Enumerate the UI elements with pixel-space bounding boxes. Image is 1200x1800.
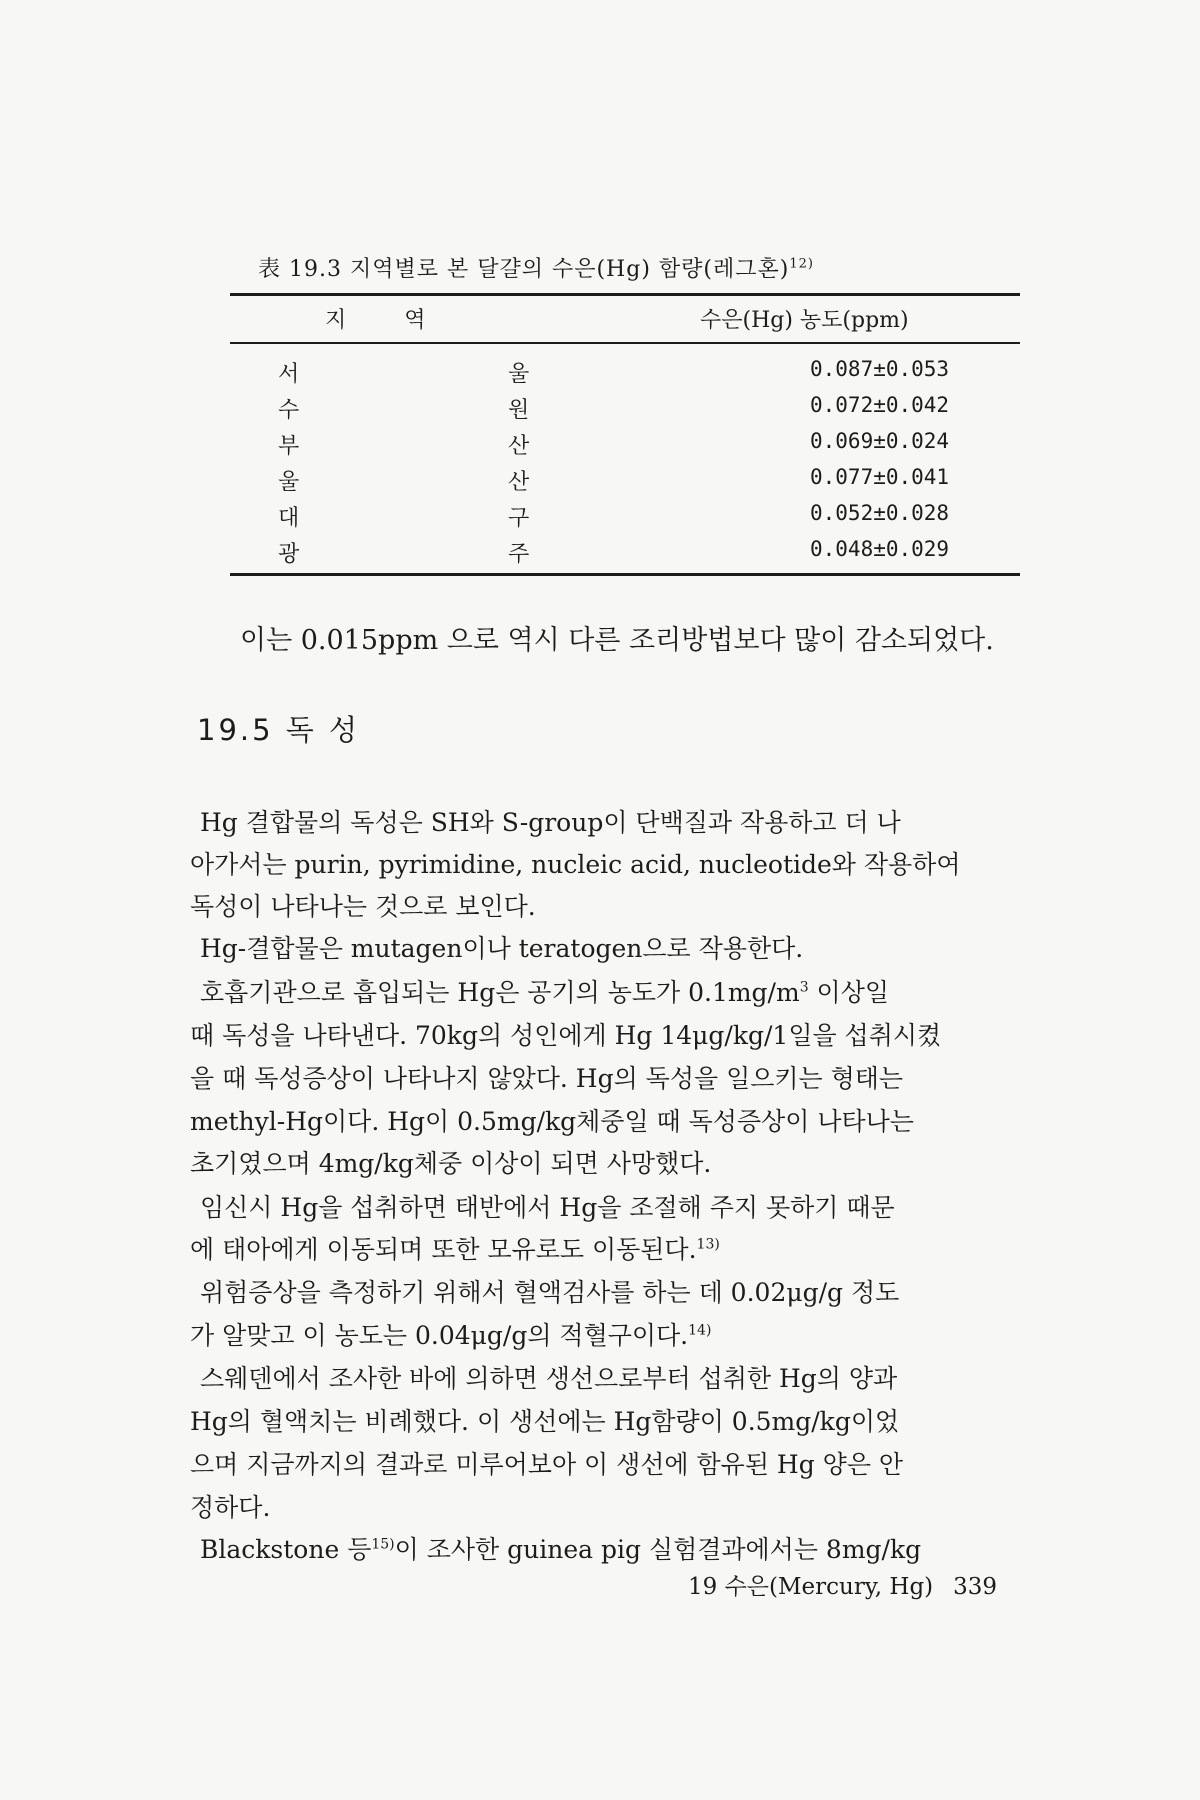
body-line: 호흡기관으로 흡입되는 Hg은 공기의 농도가 $0.1mg/m^3$ 이상일 (200, 978, 890, 1007)
region-char-1: 수 (278, 398, 300, 423)
body-line: Hg 결합물의 독성은 SH와 S-group이 단백질과 작용하고 더 나 (200, 808, 901, 837)
hg-concentration: 0.087±0.053 (810, 357, 950, 381)
table-row (0, 465, 1200, 501)
table-row (0, 537, 1200, 573)
body-line: 으며 지금까지의 결과로 미루어보아 이 생선에 함유된 Hg 양은 안 (190, 1450, 904, 1479)
table-header-rule (230, 342, 1020, 344)
region-char-2: 원 (508, 398, 530, 423)
body-line: 초기였으며 4mg/kg체중 이상이 되면 사망했다. (190, 1149, 712, 1178)
table-row (0, 357, 1200, 393)
table-header-region: 지역 (325, 308, 484, 333)
page-footer (688, 1568, 997, 1601)
table-row (0, 393, 1200, 429)
table-top-rule (230, 293, 1020, 296)
body-line: 가 알맞고 이 농도는 0.04μg/g의 적혈구이다.$^{14)}$ (190, 1321, 712, 1350)
footer-chapter: 19 수은(Mercury, Hg) (688, 1574, 934, 1600)
body-line: Hg의 혈액치는 비례했다. 이 생선에는 Hg함량이 0.5mg/kg이었 (190, 1407, 900, 1436)
region-char-2: 산 (508, 434, 530, 459)
region-char-1: 광 (278, 542, 300, 567)
body-line: 아가서는 purin, pyrimidine, nucleic acid, nucleotide와 작용하여 (190, 850, 961, 879)
intro-paragraph-line: 이는 0.015ppm 으로 역시 다른 조리방법보다 많이 감소되었다. (240, 625, 994, 656)
table-caption-ref: 12) (789, 256, 814, 272)
region-char-1: 대 (278, 506, 300, 531)
table-caption (258, 252, 814, 283)
region-char-2: 산 (508, 470, 530, 495)
region-char-2: 구 (508, 506, 530, 531)
body-line: 정하다. (190, 1493, 271, 1522)
body-line: Hg-결합물은 mutagen이나 teratogen으로 작용한다. (200, 934, 804, 963)
body-line: 위험증상을 측정하기 위해서 혈액검사를 하는 데 0.02μg/g 정도 (200, 1278, 900, 1307)
body-line: methyl-Hg이다. Hg이 0.5mg/kg체중일 때 독성증상이 나타나는 (190, 1107, 914, 1136)
section-heading: 19.5 독 성 (197, 713, 361, 747)
body-line: 에 태아에게 이동되며 또한 모유로도 이동된다.$^{13)}$ (190, 1235, 720, 1264)
body-line: 스웨덴에서 조사한 바에 의하면 생선으로부터 섭취한 Hg의 양과 (200, 1364, 898, 1393)
table-bottom-rule (230, 573, 1020, 576)
hg-concentration: 0.052±0.028 (810, 501, 950, 525)
region-char-1: 서 (278, 362, 300, 387)
table-caption-text: 表 19.3 지역별로 본 달걀의 수은(Hg) 함량(레그혼) (258, 257, 790, 282)
table-header-concentration: 수은(Hg) 농도(ppm) (700, 308, 909, 333)
table-row (0, 501, 1200, 537)
body-line: Blackstone 등$^{15)}$이 조사한 guinea pig 실험결과에서는 8mg/kg (200, 1535, 922, 1564)
body-line: 임신시 Hg을 섭취하면 태반에서 Hg을 조절해 주지 못하기 때문 (200, 1193, 895, 1222)
body-line: 을 때 독성증상이 나타나지 않았다. Hg의 독성을 일으키는 형태는 (190, 1064, 904, 1093)
hg-concentration: 0.048±0.029 (810, 537, 950, 561)
body-line: 때 독성을 나타낸다. 70kg의 성인에게 Hg 14μg/kg/1일을 섭취시켰 (190, 1021, 942, 1050)
body-line: 독성이 나타나는 것으로 보인다. (190, 892, 536, 921)
page-number: 339 (953, 1574, 998, 1600)
region-char-2: 울 (508, 362, 530, 387)
region-char-1: 부 (278, 434, 300, 459)
hg-concentration: 0.072±0.042 (810, 393, 950, 417)
hg-concentration: 0.077±0.041 (810, 465, 950, 489)
hg-concentration: 0.069±0.024 (810, 429, 950, 453)
region-char-2: 주 (508, 542, 530, 567)
table-row (0, 429, 1200, 465)
region-char-1: 울 (278, 470, 300, 495)
